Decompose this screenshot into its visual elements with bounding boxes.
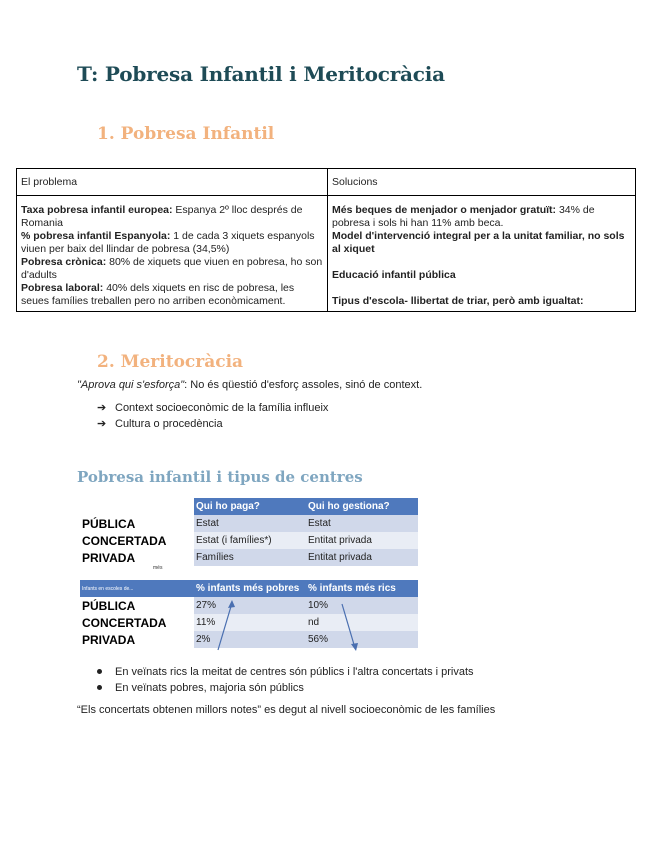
table-note: més <box>153 565 163 571</box>
corner-label: Infants en escoles de... <box>80 580 194 597</box>
row-label: CONCERTADA <box>80 532 194 549</box>
section2-heading: 2. Meritocràcia <box>97 352 244 372</box>
problem-item: Pobresa laboral: 40% dels xiquets en risc de pobresa, les seues famílies treballen pero no arriben econòmicament. <box>21 282 295 307</box>
row-label: PRIVADA <box>80 631 194 648</box>
bullet-dot-icon <box>97 680 115 696</box>
arrow-right-icon: ➔ <box>97 402 107 414</box>
solution-item: Educació infantil pública <box>332 269 456 281</box>
arrowhead-down <box>351 643 358 651</box>
header-mes-pobres: % infants més pobres <box>194 580 306 597</box>
centers-funding-table: Qui ho paga? Qui ho gestiona? PÚBLICA Estat Estat CONCERTADA Estat (i famílies*) Entitat privada PRIVADA Famílies Entitat privada <box>80 498 418 566</box>
header-qui-gestiona: Qui ho gestiona? <box>306 498 418 515</box>
solution-item: Model d'intervenció integral per a la unitat familiar, no sols al xiquet <box>332 230 625 255</box>
row-label: PRIVADA <box>80 549 194 566</box>
solution-item: Més beques de menjador o menjador gratuït: 34% de pobresa i sols hi han 11% amb beca. <box>332 204 595 229</box>
arrow-up-icon <box>218 603 232 650</box>
col-header-solutions: Solucions <box>328 169 636 196</box>
page-title: T: Pobresa Infantil i Meritocràcia <box>77 62 445 86</box>
header-qui-paga: Qui ho paga? <box>194 498 306 515</box>
problem-item: % pobresa infantil Espanyola: 1 de cada 3 xiquets espanyols viuen per baix del llindar de pobresa (34,5%) <box>21 230 315 255</box>
row-label: PÚBLICA <box>80 515 194 532</box>
arrow-right-icon: ➔ <box>97 418 107 430</box>
problem-item: Pobresa crònica: 80% de xiquets que viuen en pobresa, ho son d'adults <box>21 256 323 281</box>
list-item: En veïnats pobres, majoria són públics <box>97 680 474 696</box>
section3-heading: Pobresa infantil i tipus de centres <box>77 468 363 486</box>
col-header-problem: El problema <box>17 169 328 196</box>
conclusion-text: “Els concertats obtenen millors notes” es degut al nivell socioeconòmic de les famílies <box>77 704 496 716</box>
list-item: ➔ Cultura o procedència <box>97 418 223 430</box>
section1-heading: 1. Pobresa Infantil <box>97 124 275 144</box>
bullet-dot-icon <box>97 664 115 680</box>
list-item: En veïnats rics la meitat de centres són públics i l'altra concertats i privats <box>97 664 474 680</box>
centers-income-table: Infants en escoles de... % infants més pobres % infants més rics PÚBLICA 27% 10% CONCERTADA 11% nd PRIVADA 2% 56% <box>80 580 418 648</box>
header-mes-rics: % infants més rics <box>306 580 418 597</box>
arrow-down-icon <box>342 604 355 648</box>
solution-item: Tipus d'escola- llibertat de triar, però amb igualtat: <box>332 295 584 307</box>
row-label: PÚBLICA <box>80 597 194 614</box>
list-item: ➔ Context socioeconòmic de la família influeix <box>97 402 329 414</box>
neighborhood-bullets <box>97 664 474 696</box>
arrowhead-up <box>228 600 235 608</box>
meritocracy-quote: "Aprova qui s'esforça": No és qüestió d'esforç assoles, sinó de context. <box>77 379 423 391</box>
problem-item: Taxa pobresa infantil europea: Espanya 2º lloc després de Romania <box>21 204 303 229</box>
row-label: CONCERTADA <box>80 614 194 631</box>
